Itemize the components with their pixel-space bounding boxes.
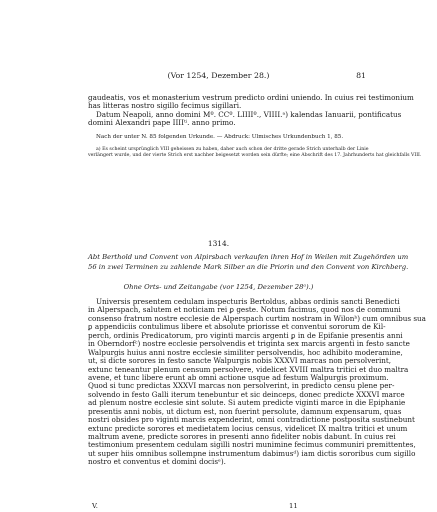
- text-line: avene, et tunc libere erunt ab omni actione usque ad festum Walpurgis proximum.: [88, 372, 389, 382]
- text-line: testimonium presentem cedulam sigilli nostri munimine fecimus communiri premittentes,: [88, 440, 416, 450]
- summary-line: 56 in zwei Terminen zu zahlende Mark Silber an die Priorin und den Convent von Kirchberg.: [88, 262, 409, 271]
- text-line: domini Alexandri pape IIIIᵗⁱ. anno primo.: [88, 118, 236, 128]
- summary-line: Abt Berthold und Convent von Alpirsbach verkaufen ihren Hof in Weilen mit Zugehörden um: [88, 253, 409, 261]
- text-line: Universis presentem cedulam inspecturis Bertoldus, abbas ordinis sancti Benedicti: [96, 297, 400, 306]
- text-line: Quod si tunc predictas XXXVI marcas non persolverint, in predicto censu plene per-: [88, 381, 395, 391]
- text-line: presentis anni nobis, ut dictum est, non fuerint persolute, damnum expensarum, quas: [88, 406, 402, 416]
- text-line: extunc predicte sorores et medietatem locius census, videlicet IX maltra tritici et unum: [88, 423, 408, 433]
- text-line: in Alperspach, salutem et noticiam rei ꝑ geste. Notum facimus, quod nos de communi: [88, 305, 401, 315]
- document-summary: [88, 253, 409, 272]
- text-line: in Oberndorfᶜ) nostre ecclesie persolvendis et triginta sex marcis argenti in festo sancte: [88, 339, 410, 349]
- footnote-line: verlängert wurde, und der vierte Strich erst nachher beigesetzt worden sein dürfte; eine Abschrift des 17. Jahrhunderts hat gleichfalls VIII.: [88, 153, 422, 158]
- previous-document-text: [88, 93, 414, 128]
- text-line: gaudeatis, vos et monasterium vestrum predicto ordini uniendo. In cuius rei testimonium: [88, 93, 414, 102]
- text-line: has litteras nostro sigillo fecimus sigillari.: [88, 101, 242, 111]
- page-header: [0, 71, 437, 83]
- document-number: 1314.: [207, 239, 230, 248]
- source-note-line: Nach der unter N. 85 folgenden Urkunde. — Abdruck: Ulmisches Urkundenbuch 1, 85.: [96, 134, 344, 140]
- text-line: ut, si dicte sorores in festo sancte Walpurgis nobis XXXVI marcas non persolverint,: [88, 356, 392, 366]
- text-line: Walpurgis huius anni nostre ecclesie similiter persolvendis, hoc adhibito moderamine,: [88, 347, 403, 357]
- text-line: solvendo in festo Galli iterum tenebuntur et sic deinceps, donec predicte XXXVI marce: [88, 389, 405, 399]
- text-line: consenso fratrum nostre ecclesie de Alperspach curtim nostram in Wilonᵇ) cum omnibus sua: [88, 313, 426, 323]
- sheet-number: 11: [289, 502, 298, 510]
- page-footer: [88, 502, 371, 512]
- running-head: (Vor 1254, Dezember 28.): [167, 71, 270, 80]
- text-line: Datum Neapoli, anno domini Mº. CCº. LIIIIº., VIIII.ᵃ) kalendas Ianuarii, pontificatus: [96, 109, 402, 119]
- document-body: [88, 297, 426, 467]
- dating-line: Ohne Orts- und Zeitangabe (vor 1254, Dezember 28ᵃ).): [123, 283, 314, 291]
- text-line: ut super hiis omnibus sollempne instrumentum dabimusᵈ) iam dictis sororibus cum sigillo: [88, 448, 416, 458]
- text-line: ꝑ appendiciis contulimus libere et absolute priorisse et conventui sororum de Kil-: [88, 322, 386, 332]
- text-line: nostri obsides pro viginti marcis expenderint, omni contradictione postposita sustinebunt: [88, 415, 415, 425]
- text-line: nostro et conventus et domini docisᵉ).: [88, 457, 226, 467]
- text-line: ad plenum nostre ecclesie sint solute. Si autem predicte viginti marce in die Epiphanie: [88, 398, 406, 408]
- footnote-line: a) Es scheint ursprünglich VIII geheissen zu haben, daher auch schon der dritte gerade Strich unterhalb der Linie: [96, 147, 369, 152]
- text-line: extunc teneantur plenum censum persolvere, videlicet XVIII maltra tritici et duo maltra: [88, 364, 409, 374]
- footnote-block: [88, 147, 422, 159]
- text-line: perch, ordinis Predicatorum, pro viginti marcis argenti ꝑ in de Epifanie presentis anni: [88, 330, 403, 340]
- page-number: 81: [356, 71, 366, 80]
- source-note: [88, 134, 371, 141]
- signature-mark: V.: [92, 502, 98, 510]
- text-line: maltrum avene, predicte sorores in presenti anno fideliter nobis dabunt. In cuius rei: [88, 432, 396, 441]
